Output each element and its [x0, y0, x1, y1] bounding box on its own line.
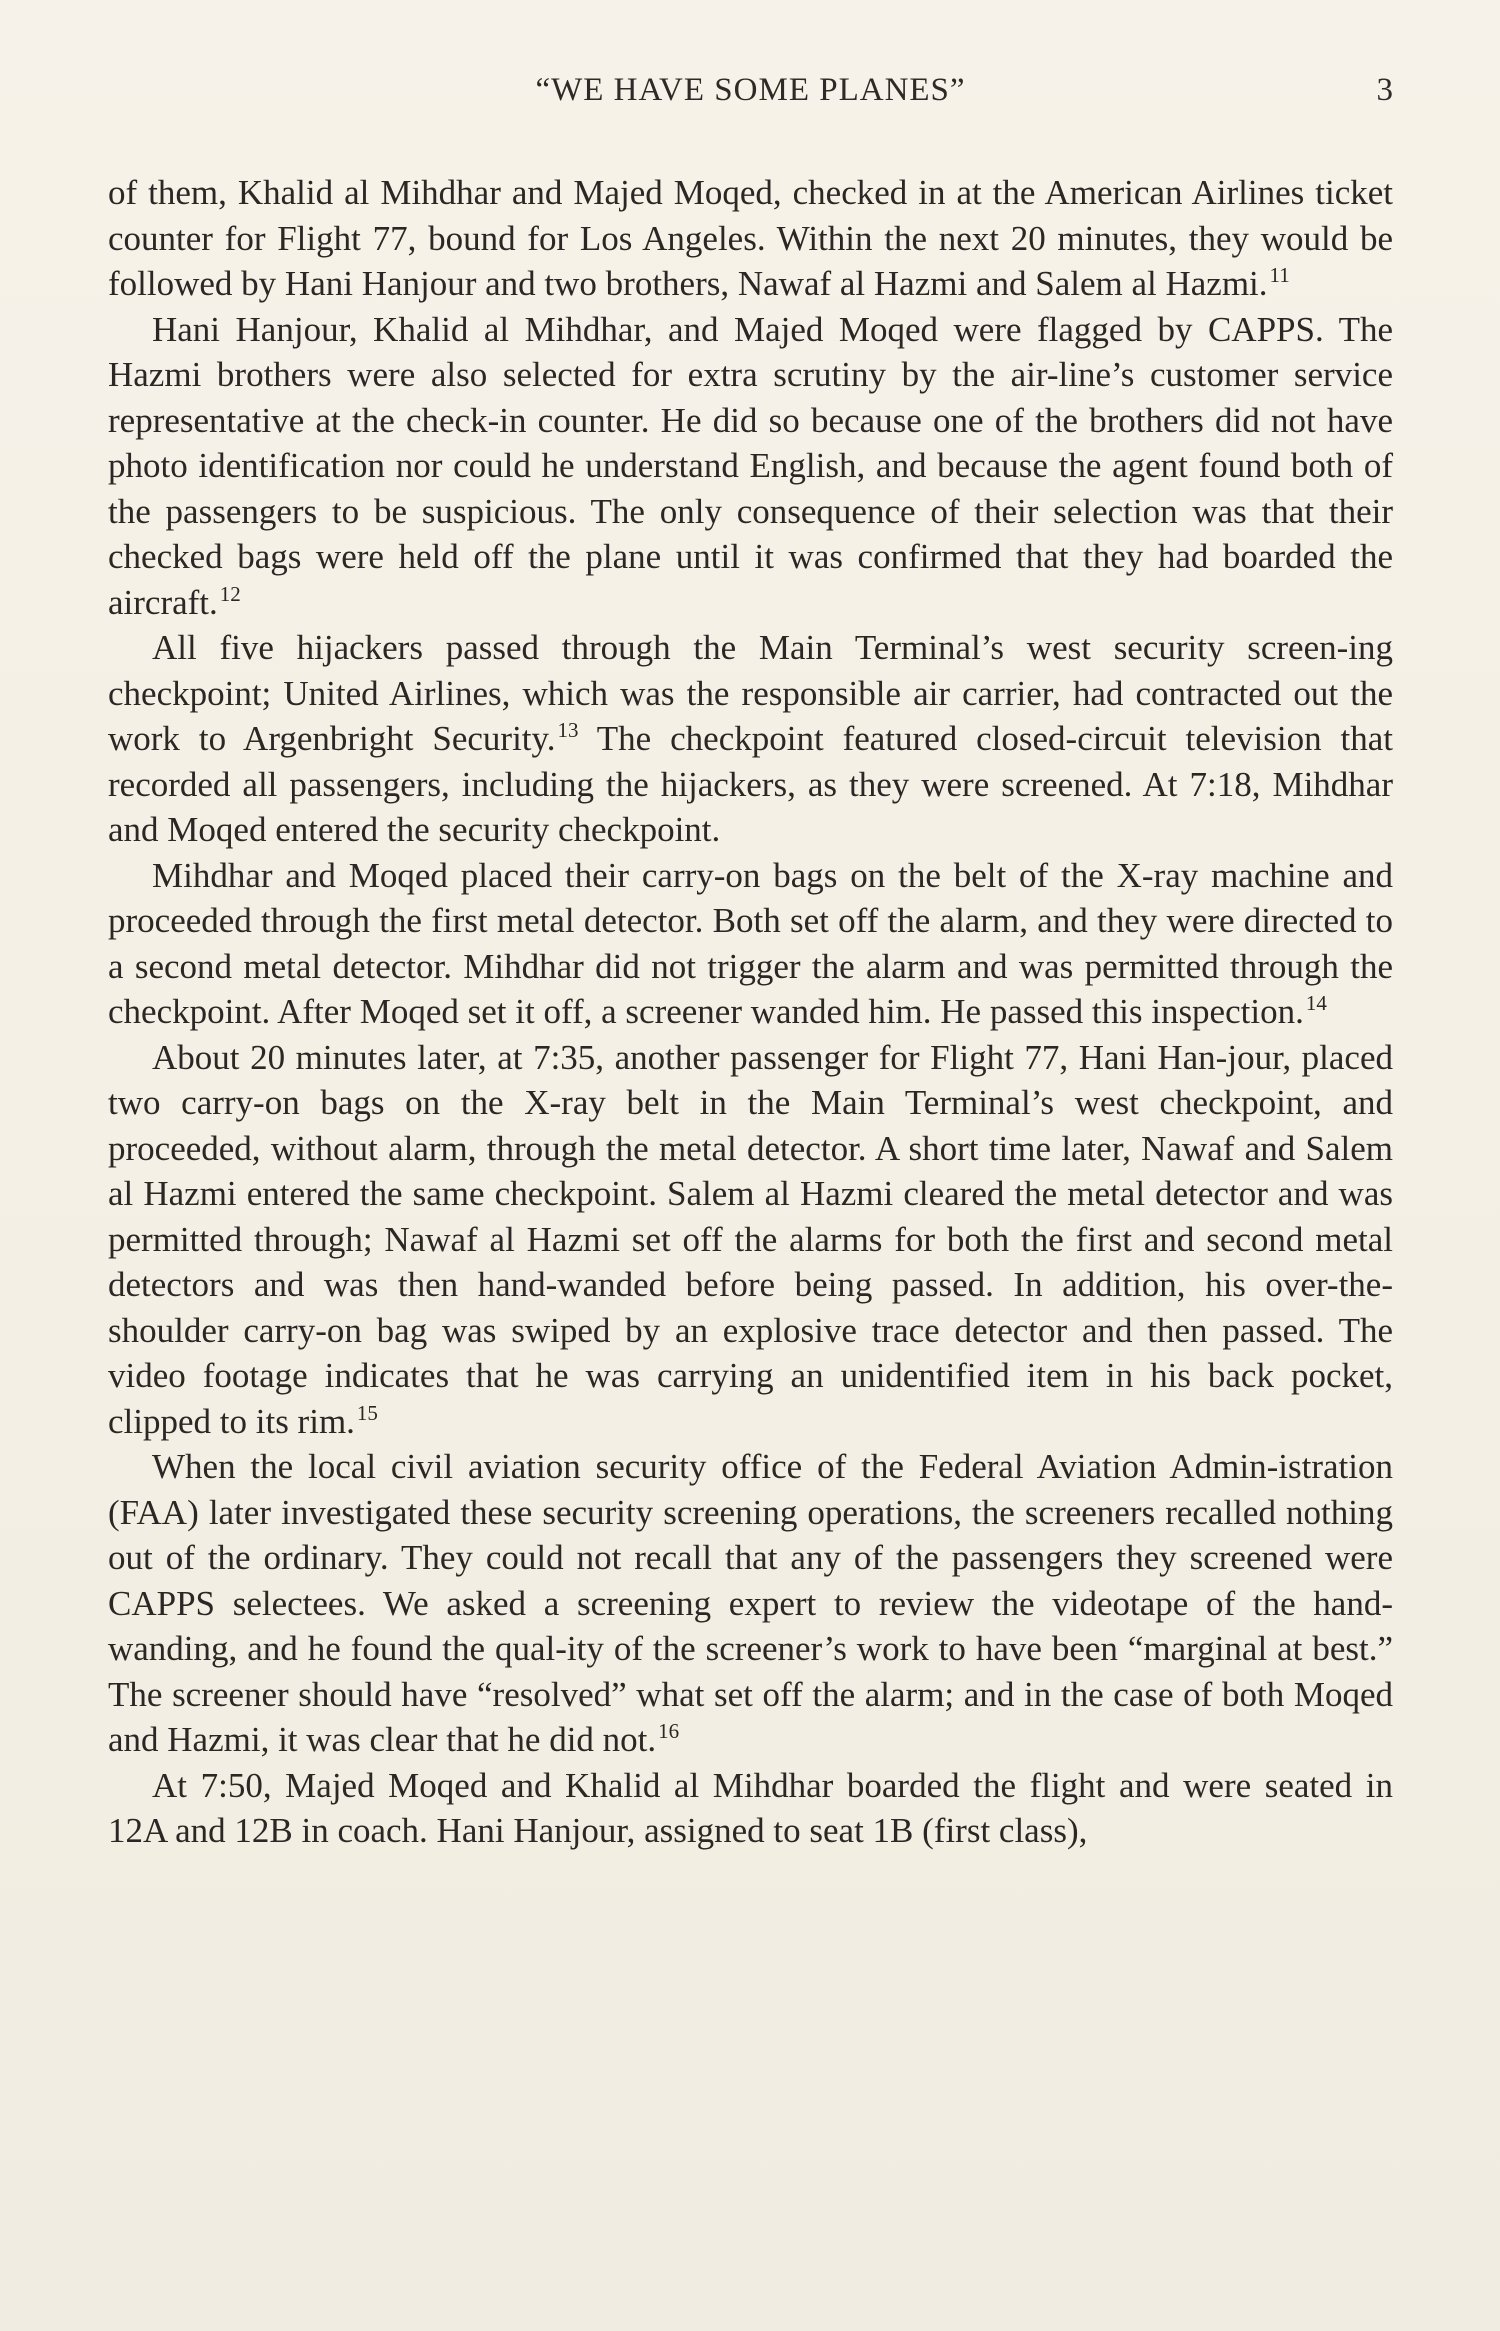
paragraph-text-continued: The checkpoint featured closed-circuit television that recorded all passengers, including the hijackers, as they were screened. At 7:18, Mihdhar and Moqed entered the security checkpoint. [108, 719, 1393, 849]
running-head [108, 72, 1393, 122]
paragraph [108, 853, 1393, 1035]
chapter-title: “WE HAVE SOME PLANES” [535, 72, 966, 108]
paragraph [108, 1035, 1393, 1445]
paragraph [108, 1763, 1393, 1854]
footnote-marker: 14 [1305, 991, 1327, 1015]
paragraph [108, 307, 1393, 626]
paragraph [108, 1444, 1393, 1763]
paragraph-text: At 7:50, Majed Moqed and Khalid al Mihdhar boarded the flight and were seated in 12A and 12B in coach. Hani Hanjour, assigned to seat 1B (first class), [108, 1765, 1393, 1850]
footnote-marker: 15 [356, 1400, 378, 1425]
paragraph-text: When the local civil aviation security office of the Federal Aviation Admin-istration (FAA) later investigated these security screening operations, the screeners recalled nothing out of the ordinary. They could not recall that any of the passengers they screened were CAPPS selectees. We asked a screening expert to review the videotape of the hand-wanding, and he found the qual-ity of the screener’s work to have been “marginal at best.” The screener should have “resolved” what set off the alarm; and in the case of both Moqed and Hazmi, it was clear that he did not. [108, 1447, 1393, 1759]
footnote-marker: 13 [557, 718, 579, 742]
body-text [108, 170, 1393, 1854]
paragraph-text: About 20 minutes later, at 7:35, another passenger for Flight 77, Hani Han-jour, placed two carry-on bags on the X-ray belt in the Main Terminal’s west checkpoint, and proceeded, without alarm, through the metal detector. A short time later, Nawaf and Salem al Hazmi entered the same checkpoint. Salem al Hazmi cleared the metal detector and was permitted through; Nawaf al Hazmi set off the alarms for both the first and second metal detectors and was then hand-wanded before being passed. In addition, his over-the-shoulder carry-on bag was swiped by an explosive trace detector and then passed. The video footage indicates that he was carrying an unidentified item in his back pocket, clipped to its rim. [108, 1037, 1393, 1441]
page-number: 3 [1376, 72, 1393, 108]
paragraph-text: Hani Hanjour, Khalid al Mihdhar, and Majed Moqed were flagged by CAPPS. The Hazmi brothers were also selected for extra scrutiny by the air-line’s customer service representative at the check-in counter. He did so because one of the brothers did not have photo identification nor could he understand English, and because the agent found both of the passengers to be suspicious. The only consequence of their selection was that their checked bags were held off the plane until it was confirmed that they had boarded the aircraft. [108, 309, 1393, 622]
footnote-marker: 12 [219, 581, 241, 606]
paragraph-text: of them, Khalid al Mihdhar and Majed Moqed, checked in at the American Airlines ticket counter for Flight 77, bound for Los Angeles. Within the next 20 minutes, they would be followed by Hani Hanjour and two brothers, Nawaf al Hazmi and Salem al Hazmi. [108, 173, 1393, 303]
paragraph [108, 170, 1393, 307]
paragraph-text: All five hijackers passed through the Main Terminal’s west security screen-ing checkpoint; United Airlines, which was the responsible air carrier, had contracted out the work to Argenbright Security. [108, 628, 1393, 758]
footnote-marker: 11 [1269, 263, 1290, 287]
footnote-marker: 16 [658, 1719, 680, 1743]
paragraph [108, 625, 1393, 853]
paragraph-text: Mihdhar and Moqed placed their carry-on bags on the belt of the X-ray machine and proceeded through the first metal detector. Both set off the alarm, and they were directed to a second metal detector. Mihdhar did not trigger the alarm and was permitted through the checkpoint. After Moqed set it off, a screener wanded him. He passed this inspection. [108, 855, 1393, 1031]
